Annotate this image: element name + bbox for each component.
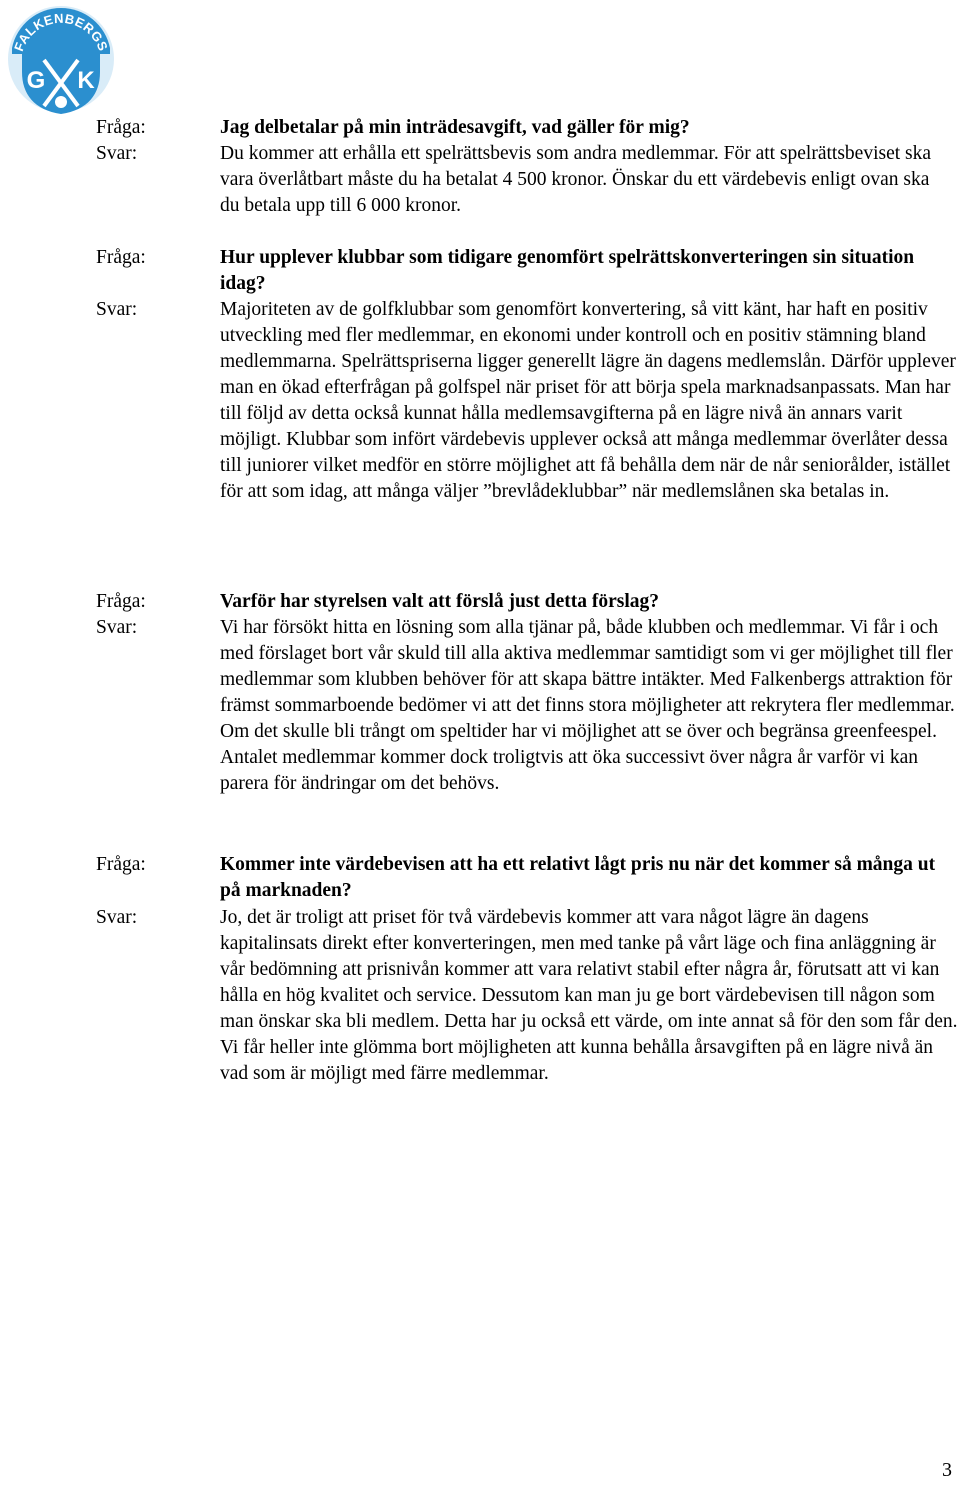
question-label: Fråga: xyxy=(96,591,146,612)
page-number: 3 xyxy=(942,1459,952,1481)
logo-letter-g: G xyxy=(26,67,46,94)
question-text: Varför har styrelsen valt att förslå just detta förslag? xyxy=(220,591,660,612)
answer-text: Du kommer att erhålla ett spelrättsbevis som andra medlemmar. För att spelrättsbeviset ska vara överlåtbart måste du ha betalat 4 500 kronor. Önskar du ett värdebevis enligt ovan ska du betala upp till 6 000 kronor. xyxy=(220,143,932,216)
question-text: Hur upplever klubbar som tidigare genomfört spelrättskonverteringen sin situation idag? xyxy=(220,247,915,294)
question-text: Jag delbetalar på min inträdesavgift, vad gäller för mig? xyxy=(220,117,690,138)
answer-text: Jo, det är troligt att priset för två värdebevis kommer att vara något lägre än dagens kapitalinsats direkt efter konverteringen, men med tanke på vårt läge och fina anläggning är vår bedömning att prisnivån kommer att vara relativt stabil efter några år, förutsatt att vi kan hålla en hög kvalitet och service. Dessutom kan man ju ge bort värdebevisen till någon som man önskar ska bli medlem. Detta har ju också ett värde, om inte annat så för den som får den. Vi får heller inte glömma bort möjligheten att kunna behålla årsavgiften på en lägre nivå än vad som är möjligt med färre medlemmar. xyxy=(220,907,958,1084)
answer-label: Svar: xyxy=(96,143,138,164)
answer-label: Svar: xyxy=(96,617,138,638)
answer-label: Svar: xyxy=(96,907,138,928)
falkenbergs-gk-logo xyxy=(4,2,118,118)
answer-text: Majoriteten av de golfklubbar som genomfört konvertering, så vitt känt, har haft en positiv utveckling med fler medlemmar, en ekonomi under kontroll och en positiv stämning bland medlemmarna. Spelrättspriserna ligger generellt lägre än dagens medlemslån. Därför upplever man en ökad efterfrågan på golfspel när priset för att börja spela marknadsanpassats. Man har till följd av detta också kunnat hålla medlemsavgifterna på en lägre nivå än annars varit möjligt. Klubbar som infört värdebevis upplever också att många medlemmar överlåter dessa till juniorer vilket medför en större möjlighet att få behålla dem när de når seniorålder, istället för att som idag, att många väljer ”brevlådeklubbar” när medlemslånen ska betalas in. xyxy=(220,299,956,502)
question-text: Kommer inte värdebevisen att ha ett relativt lågt pris nu när det kommer så många ut på marknaden? xyxy=(220,854,936,901)
answer-text: Vi har försökt hitta en lösning som alla tjänar på, både klubben och medlemmar. Vi får i och med förslaget bort vår skuld till alla aktiva medlemmar samtidigt som vi ger möjlighet till fler medlemmar som klubben behöver för att skapa bättre intäkter. Med Falkenbergs attraktion för främst sommarboende bedömer vi att det finns stora möjligheter att rekrytera fler medlemmar. Om det skulle bli trångt om speltider har vi möjlighet att se över och begränsa greenfeespel. Antalet medlemmar kommer dock troligtvis att öka successivt över några år varför vi kan parera för ändringar om det behövs. xyxy=(220,617,955,794)
logo-name: FALKENBERGS xyxy=(11,10,111,54)
question-label: Fråga: xyxy=(96,854,146,875)
logo-letter-k: K xyxy=(77,67,95,94)
question-label: Fråga: xyxy=(96,117,146,138)
question-label: Fråga: xyxy=(96,247,146,268)
answer-label: Svar: xyxy=(96,299,138,320)
